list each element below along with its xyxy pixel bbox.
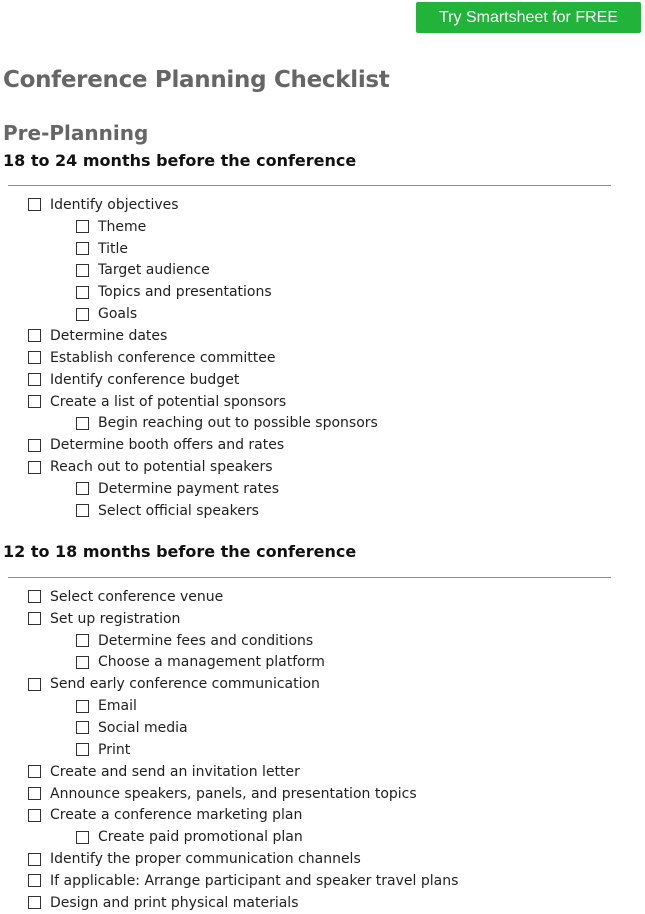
checklist-item-label: Social media [98,719,188,736]
page-title: Conference Planning Checklist [3,67,390,93]
checklist-subitem [0,652,458,674]
checkbox[interactable] [76,831,89,844]
checkbox[interactable] [28,351,41,364]
checklist-subitem [0,630,458,652]
section-divider [8,577,611,578]
checkbox[interactable] [28,373,41,386]
checkbox[interactable] [76,656,89,669]
checklist-subitem [0,216,378,238]
checklist-item-label: Create a conference marketing plan [50,807,303,824]
checklist-item [0,369,378,391]
checklist-item [0,194,378,216]
checklist-item-label: Title [98,240,129,257]
checklist-item [0,325,378,347]
checklist-item-label: Identify conference budget [50,371,240,388]
checkbox[interactable] [28,590,41,603]
checklist-item-label: Reach out to potential speakers [50,459,273,476]
checkbox[interactable] [28,678,41,691]
checkbox[interactable] [76,417,89,430]
checkbox[interactable] [28,395,41,408]
checklist-item-label: Determine dates [50,327,168,344]
group-heading-12-18-months: 12 to 18 months before the conference [3,542,357,561]
checklist-item-label: Identify the proper communication channels [50,851,361,868]
checklist-item [0,848,458,870]
checklist-item-label: Identify objectives [50,196,179,213]
checklist-item-label: Determine payment rates [98,480,280,497]
section-divider [8,185,611,186]
checklist-item-label: If applicable: Arrange participant and speaker travel plans [50,872,459,889]
checklist-item-label: Design and print physical materials [50,894,299,911]
checklist-item-label: Begin reaching out to possible sponsors [98,415,378,432]
checklist-item-label: Announce speakers, panels, and presentation topics [50,785,417,802]
checklist-item [0,673,458,695]
checklist-subitem [0,695,458,717]
checkbox[interactable] [76,634,89,647]
checklist-12-18-months [0,586,458,914]
checkbox[interactable] [28,896,41,909]
checklist-item-label: Email [98,698,137,715]
checkbox[interactable] [28,787,41,800]
checklist-item [0,804,458,826]
checklist-item [0,783,458,805]
checkbox[interactable] [28,461,41,474]
checklist-item-label: Select conference venue [50,588,224,605]
checklist-item [0,892,458,914]
checkbox[interactable] [76,286,89,299]
checklist-subitem [0,826,458,848]
checkbox[interactable] [76,700,89,713]
checkbox[interactable] [76,743,89,756]
checkbox[interactable] [28,612,41,625]
checkbox[interactable] [76,721,89,734]
checkbox[interactable] [28,874,41,887]
group-heading-18-24-months: 18 to 24 months before the conference [3,151,357,170]
checkbox[interactable] [28,439,41,452]
checklist-item-label: Send early conference communication [50,676,320,693]
checkbox[interactable] [76,504,89,517]
checkbox[interactable] [28,853,41,866]
checklist-item-label: Print [98,741,131,758]
checklist-item-label: Theme [98,218,147,235]
checkbox[interactable] [76,242,89,255]
checklist-subitem [0,500,378,522]
checklist-subitem [0,303,378,325]
checklist-item-label: Target audience [98,262,210,279]
checklist-item [0,586,458,608]
checklist-subitem [0,260,378,282]
checkbox[interactable] [28,765,41,778]
checklist-item-label: Goals [98,306,138,323]
checklist-subitem [0,739,458,761]
checklist-item [0,608,458,630]
checklist-item [0,870,458,892]
checklist-item [0,761,458,783]
checklist-item-label: Choose a management platform [98,654,325,671]
checklist-item-label: Create and send an invitation letter [50,763,300,780]
checklist-subitem [0,412,378,434]
checklist-item-label: Create paid promotional plan [98,829,303,846]
checkbox[interactable] [28,198,41,211]
checklist-item-label: Create a list of potential sponsors [50,393,287,410]
checklist-item [0,456,378,478]
checklist-item-label: Establish conference committee [50,349,276,366]
try-smartsheet-button[interactable]: Try Smartsheet for FREE [416,2,641,33]
checklist-subitem [0,717,458,739]
checklist-18-24-months [0,194,378,522]
checkbox[interactable] [76,220,89,233]
section-title: Pre-Planning [3,121,149,145]
checklist-subitem [0,238,378,260]
checklist-subitem [0,478,378,500]
checkbox[interactable] [76,308,89,321]
checklist-item [0,434,378,456]
checklist-item-label: Select official speakers [98,502,259,519]
checklist-item [0,347,378,369]
checkbox[interactable] [28,329,41,342]
checklist-item-label: Determine fees and conditions [98,632,314,649]
checklist-item-label: Determine booth offers and rates [50,437,285,454]
checklist-item-label: Topics and presentations [98,284,272,301]
checklist-item [0,391,378,413]
checklist-subitem [0,281,378,303]
checklist-item-label: Set up registration [50,610,181,627]
checkbox[interactable] [76,264,89,277]
checkbox[interactable] [28,809,41,822]
checkbox[interactable] [76,482,89,495]
